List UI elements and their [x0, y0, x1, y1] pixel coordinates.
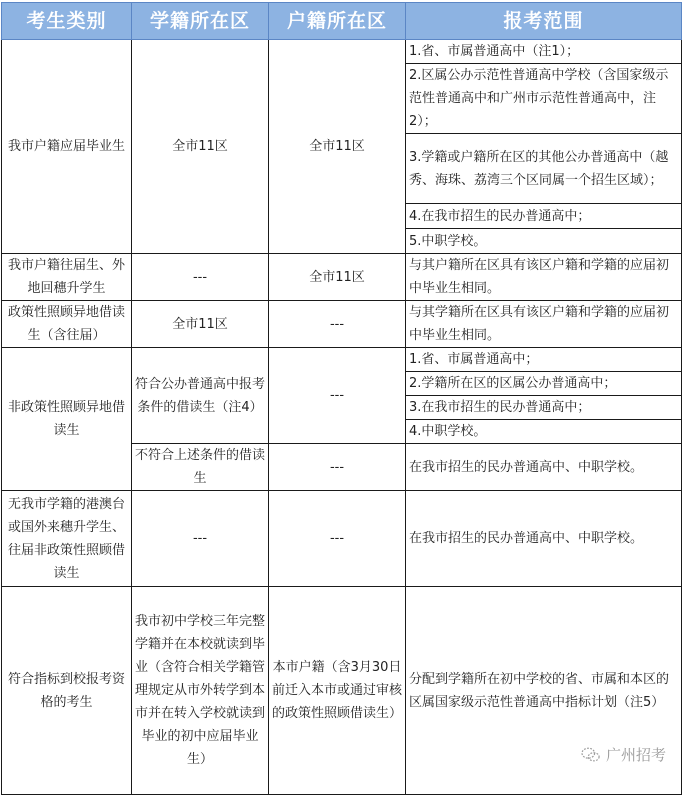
school-reg-cell: 全市11区: [132, 301, 269, 348]
scope-item: 2.区属公办示范性普通高中学校（含国家级示范性普通高中和广州市示范性普通高中，注2）；: [406, 64, 682, 134]
school-reg-cell: ---: [132, 491, 269, 587]
school-reg-cell: ---: [132, 254, 269, 301]
scope-item: 2.学籍所在区的区属公办普通高中；: [406, 372, 682, 396]
header-household-registration: 户籍所在区: [269, 3, 406, 40]
table-row: [2, 491, 682, 587]
scope-item: 4.中职学校。: [406, 420, 682, 444]
scope-cell: 与其户籍所在区具有该区户籍和学籍的应届初中毕业生相同。: [406, 254, 682, 301]
scope-cell: 在我市招生的民办普通高中、中职学校。: [406, 444, 682, 491]
header-scope: 报考范围: [406, 3, 682, 40]
table-row: [2, 301, 682, 348]
category-cell: 我市户籍应届毕业生: [2, 40, 132, 254]
household-reg-cell: ---: [269, 348, 406, 444]
watermark: [580, 744, 666, 765]
category-cell: 政策性照顾异地借读生（含往届）: [2, 301, 132, 348]
admission-scope-table: [1, 2, 682, 795]
household-reg-cell: ---: [269, 491, 406, 587]
household-reg-cell: 本市户籍（含3月30日前迁入本市或通过审核的政策性照顾借读生）: [269, 587, 406, 795]
scope-cell: 在我市招生的民办普通高中、中职学校。: [406, 491, 682, 587]
scope-item: 1.省、市属普通高中；: [406, 348, 682, 372]
category-cell: 非政策性照顾异地借读生: [2, 348, 132, 491]
table-header-row: [2, 3, 682, 40]
category-cell: 无我市学籍的港澳台或国外来穗升学生、往届非政策性照顾借读生: [2, 491, 132, 587]
school-reg-cell: 我市初中学校三年完整学籍并在本校就读到毕业（含符合相关学籍管理规定从市外转学到本市并在转入学校就读到毕业的初中应届毕业生）: [132, 587, 269, 795]
school-reg-cell: 符合公办普通高中报考条件的借读生（注4）: [132, 348, 269, 444]
household-reg-cell: ---: [269, 444, 406, 491]
table-row: [2, 40, 682, 64]
scope-item: 1.省、市属普通高中（注1）；: [406, 40, 682, 64]
watermark-text: 广州招考: [605, 746, 666, 764]
household-reg-cell: 全市11区: [269, 254, 406, 301]
header-category: 考生类别: [2, 3, 132, 40]
scope-cell: 与其学籍所在区具有该区户籍和学籍的应届初中毕业生相同。: [406, 301, 682, 348]
scope-item: 3.在我市招生的民办普通高中；: [406, 396, 682, 420]
table-row: [2, 254, 682, 301]
category-cell: 符合指标到校报考资格的考生: [2, 587, 132, 795]
household-reg-cell: 全市11区: [269, 40, 406, 254]
header-school-registration: 学籍所在区: [132, 3, 269, 40]
household-reg-cell: ---: [269, 301, 406, 348]
school-reg-cell: 不符合上述条件的借读生: [132, 444, 269, 491]
table-row: [2, 348, 682, 372]
scope-item: 4.在我市招生的民办普通高中；: [406, 204, 682, 229]
wechat-icon: [580, 746, 602, 764]
scope-cell: 分配到学籍所在初中学校的省、市属和本区的区属国家级示范性普通高中指标计划（注5）: [406, 587, 682, 795]
school-reg-cell: 全市11区: [132, 40, 269, 254]
category-cell: 我市户籍往届生、外地回穗升学生: [2, 254, 132, 301]
scope-item: 5.中职学校。: [406, 229, 682, 254]
scope-item: 3.学籍或户籍所在区的其他公办普通高中（越秀、海珠、荔湾三个区同属一个招生区域）；: [406, 134, 682, 204]
